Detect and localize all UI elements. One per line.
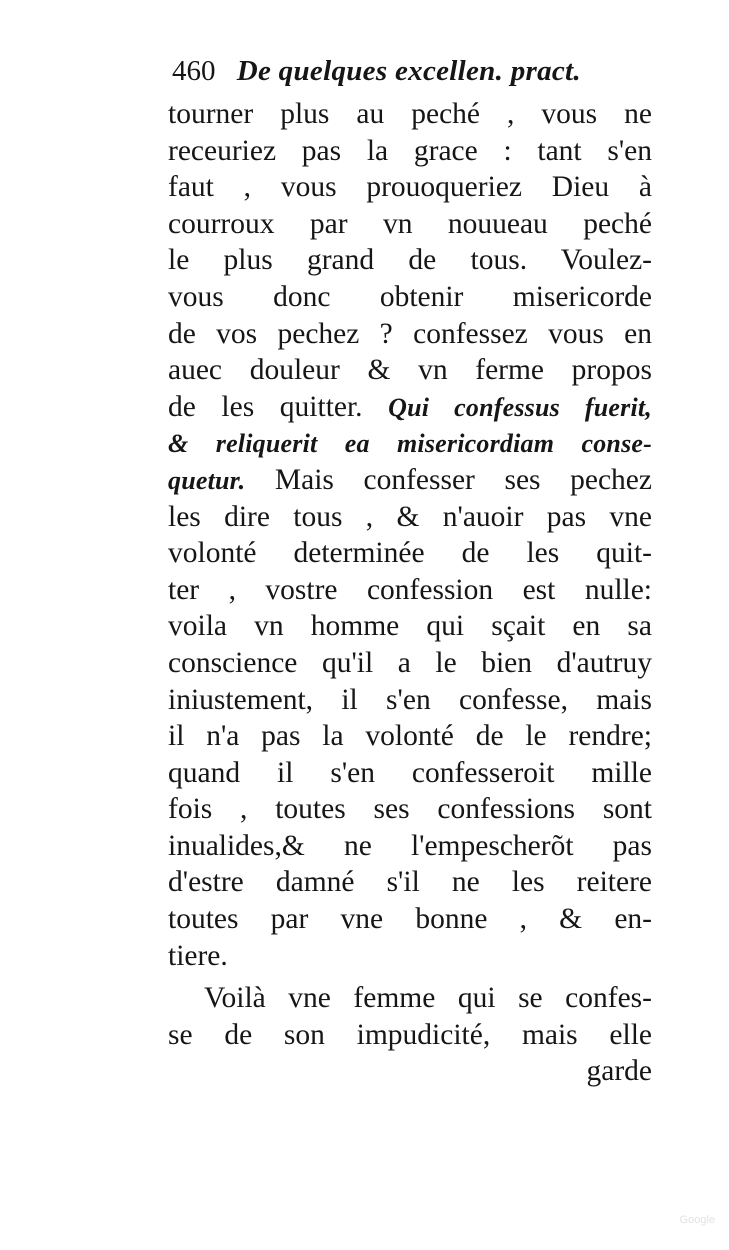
text-line: inualides,& ne l'empescherõt pas	[168, 829, 652, 862]
text-line: iniustement, il s'en confesse, mais	[168, 683, 652, 716]
text-line: de vos pechez ? confessez vous en	[168, 317, 652, 350]
text-line: receuriez pas la grace : tant s'en	[168, 134, 652, 167]
text-line: fois , toutes ses confessions sont	[168, 793, 652, 826]
text-line: toutes par vne bonne , & en-	[168, 903, 652, 936]
text-line: les dire tous , & n'auoir pas vne	[168, 500, 652, 533]
text-line: de les quitter. Qui confessus fuerit,	[168, 390, 652, 423]
scan-watermark: Google	[679, 1214, 715, 1226]
latin-quote: & reliquerit ea misericordiam conse-	[168, 429, 652, 459]
catchword: garde	[586, 1055, 652, 1088]
text-line: quand il s'en confesseroit mille	[168, 756, 652, 789]
text-line: quetur. Mais confesser ses pechez	[168, 463, 652, 496]
text-line: auec douleur & vn ferme propos	[168, 354, 652, 387]
text-line: tiere.	[168, 939, 228, 972]
text-line: le plus grand de tous. Voulez-	[168, 244, 652, 277]
text-line: d'estre damné s'il ne les reitere	[168, 866, 652, 899]
text-line: faut , vous prouoqueriez Dieu à	[168, 171, 652, 204]
text-line: conscience qu'il a le bien d'autruy	[168, 646, 652, 679]
page-header	[172, 50, 642, 90]
latin-quote: quetur.	[168, 465, 246, 495]
text-line: courroux par vn nouueau peché	[168, 207, 652, 240]
paragraph-first-line: Voilà vne femme qui se confes-	[204, 982, 652, 1015]
latin-quote: Qui confessus fuerit,	[388, 392, 652, 422]
text-line: il n'a pas la volonté de le rendre;	[168, 720, 652, 753]
text-line: vous donc obtenir misericorde	[168, 280, 652, 313]
text-line: volonté determinée de les quit-	[168, 537, 652, 570]
text-line: ter , vostre confession est nulle:	[168, 573, 652, 606]
text-line: tourner plus au peché , vous ne	[168, 98, 652, 130]
running-title: De quelques excellen. pract.	[236, 55, 581, 87]
body-text	[168, 96, 652, 1090]
page-number: 460	[172, 55, 216, 87]
text-line: se de son impudicité, mais elle	[168, 1018, 652, 1051]
text-line: voila vn homme qui sçait en sa	[168, 610, 652, 643]
text-line	[168, 425, 652, 462]
